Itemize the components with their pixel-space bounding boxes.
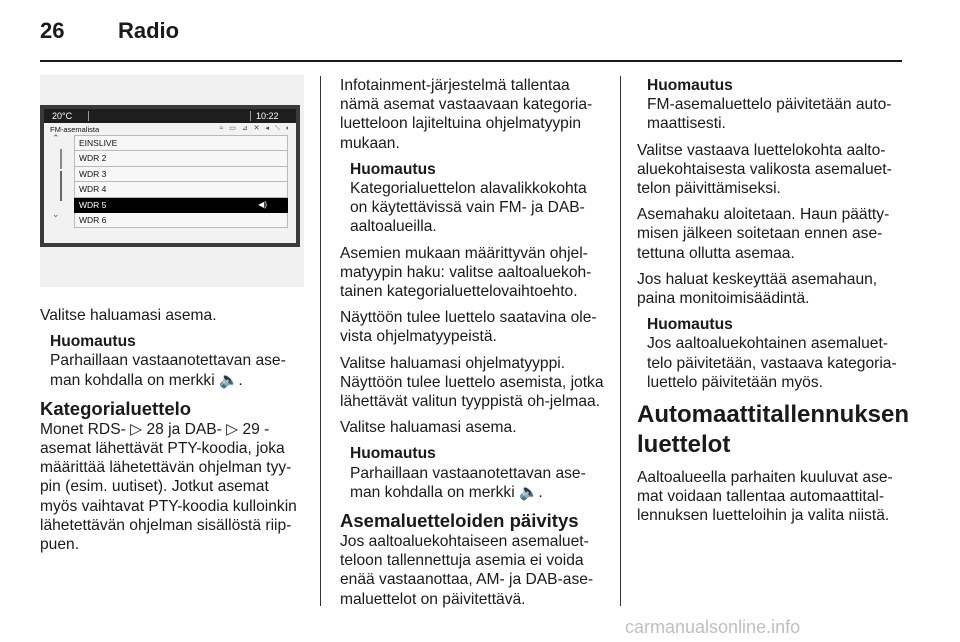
- column-divider-1: [320, 76, 321, 606]
- note-block: [350, 444, 604, 502]
- speaker-icon: ◀): [258, 199, 267, 209]
- scroll-down-icon: ⌄: [52, 209, 60, 219]
- screen-title: FM-asemalista: [50, 125, 100, 134]
- station-name: EINSLIVE: [79, 138, 118, 148]
- paragraph: Jos haluat keskeyttää asemahaun, paina monitoimisäädintä.: [637, 270, 878, 308]
- note-block: [350, 160, 604, 237]
- station-name: WDR 4: [79, 184, 107, 195]
- note-title: Huomautus: [350, 445, 436, 463]
- note-text: Parhaillaan vastaanotettavan ase-man kohdalla on merkki 🔈.: [50, 352, 286, 389]
- paragraph: Asemahaku aloitetaan. Haun päätty-misen jälkeen soitetaan ennen ase-tettuna ollutta asemaa.: [637, 206, 890, 262]
- note-title: Huomautus: [647, 316, 733, 334]
- page-number: 26: [40, 18, 65, 43]
- paragraph: Jos aaltoaluekohtaiseen asemaluet-teloon tallennettuja asemia ei voida enää vastaanottaa, AM- ja DAB-ase-maluettelot on päivitettävä.: [340, 533, 594, 608]
- station-list-item: [74, 213, 288, 228]
- note-title: Huomautus: [647, 77, 733, 94]
- note-block: [647, 76, 903, 134]
- paragraph: Asemien mukaan määrittyvän ohjel-matyypin haku: valitse aaltoaluekoh-tainen kategorialuettelovaihtoehto.: [340, 244, 592, 301]
- station-list-item: [74, 167, 288, 182]
- heading-automaattitallennuksen-luettelot: Automaattitallennuksen luettelot: [637, 401, 910, 459]
- station-name: WDR 3: [79, 168, 107, 179]
- station-list-item: [74, 151, 288, 166]
- column-divider-2: [620, 76, 621, 606]
- station-list-item: [74, 182, 288, 197]
- watermark: carmanualsonline.info: [625, 617, 801, 637]
- station-list: [74, 135, 288, 228]
- note-block: [50, 332, 302, 390]
- station-list-item-selected: [74, 198, 288, 213]
- screen-display: [44, 109, 296, 243]
- heading-kategorialuettelo: Kategorialuettelo: [40, 397, 192, 419]
- status-separator: [88, 111, 89, 121]
- screen-status-icons: ≈ ▭ ⊿ ✕ ◂ ⟍ ◐: [219, 125, 292, 132]
- paragraph: Valitse haluamasi asema.: [340, 419, 517, 437]
- screen-temperature: 20°C: [52, 111, 73, 121]
- infotainment-screen: [40, 105, 300, 247]
- station-name: WDR 2: [79, 153, 107, 164]
- column-3: [637, 76, 910, 533]
- paragraph: Valitse haluamasi ohjelmatyyppi. Näyttöön tulee luettelo asemista, jotka lähettävät valitun tyyppistä oh-jelmaa.: [340, 354, 604, 411]
- paragraph: Aaltoalueella parhaiten kuuluvat ase-mat voidaan tallentaa automaattital-lennuksen luetteloihin ja valita niistä.: [637, 469, 893, 525]
- screen-clock: 10:22: [256, 111, 279, 121]
- station-list-item: [74, 135, 288, 151]
- heading-asemaluetteloiden-paivitys: Asemaluetteloiden päivitys: [340, 510, 579, 532]
- column-2: [340, 76, 604, 616]
- note-title: Huomautus: [350, 160, 436, 178]
- column-1: [40, 306, 302, 561]
- note-title: Huomautus: [50, 333, 136, 351]
- note-block: [647, 315, 903, 392]
- scrollbar-thumb: [60, 171, 62, 201]
- paragraph: Näyttöön tulee luettelo saatavina ole-vista ohjelmatyypeistä.: [340, 309, 597, 346]
- paragraph: Infotainment-järjestelmä tallentaa nämä asemat vastaavaan kategoria-luetteloon lajiteltuina ohjelmatyypin mukaan.: [340, 77, 593, 152]
- screen-status-bar: [44, 109, 296, 123]
- station-name: WDR 6: [79, 214, 107, 225]
- note-text: Jos aaltoaluekohtainen asemaluet-telo päivitetään, vastaava kategoria-luettelo päivitetään myös.: [647, 335, 897, 391]
- scrollbar-track: [60, 149, 62, 169]
- paragraph: Monet RDS- ▷ 28 ja DAB- ▷ 29 -asemat lähettävät PTY-koodia, joka määrittää lähetettävän ohjelman tyy-pin (esim. uutiset). Jotkut asemat myös vaihtavat PTY-koodia kulloinkin lähetettävän ohjelman sisällöstä riip-puen.: [40, 420, 297, 554]
- status-separator: [250, 111, 251, 121]
- note-text: Parhaillaan vastaanotettavan ase-man kohdalla on merkki 🔈.: [350, 464, 586, 501]
- paragraph: Valitse haluamasi asema.: [40, 307, 217, 324]
- screenshot-figure: [40, 75, 304, 287]
- note-text: FM-asemaluettelo päivitetään auto-maattisesti.: [647, 96, 892, 133]
- station-name: WDR 5: [79, 199, 107, 210]
- paragraph: Valitse vastaava luettelokohta aalto-aluekohtaisesta valikosta asemaluet-telon päivittämiseksi.: [637, 141, 892, 198]
- section-title: Radio: [118, 18, 180, 43]
- scroll-up-icon: ⌃: [52, 133, 60, 143]
- note-text: Kategorialuettelon alavalikkokohta on käytettävissä vain FM- ja DAB-aaltoalueilla.: [350, 180, 587, 236]
- header-rule: [40, 60, 902, 62]
